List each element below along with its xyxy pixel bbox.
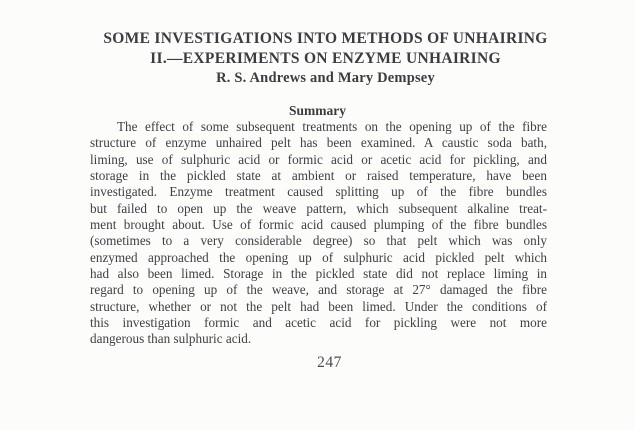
summary-line: regard to opening up of the weave, and storage at 27° damaged the fibre bbox=[90, 282, 547, 298]
summary-line: liming, use of sulphuric acid or formic acid or acetic acid for pickling, and bbox=[90, 151, 547, 167]
summary-paragraph bbox=[90, 119, 547, 348]
summary-line: (sometimes to a very considerable degree) so that pelt which was only bbox=[90, 233, 547, 249]
summary-line: had also been limed. Storage in the pickled state did not replace liming in bbox=[90, 266, 547, 282]
summary-line: but failed to open up the weave pattern, which subsequent alkaline treat- bbox=[90, 200, 547, 216]
summary-line: storage in the pickled state at ambient or raised temperature, have been bbox=[90, 168, 547, 184]
page-number: 247 bbox=[317, 353, 342, 371]
summary-line: enzymed approached the opening up of sulphuric acid pickled pelt which bbox=[90, 249, 547, 265]
summary-line: structure of enzyme unhaired pelt has been examined. A caustic soda bath, bbox=[90, 135, 547, 151]
summary-section bbox=[0, 102, 635, 348]
summary-line: structure, whether or not the pelt had been limed. Under the conditions of bbox=[90, 298, 547, 314]
summary-line: investigated. Enzyme treatment caused splitting up of the fibre bundles bbox=[90, 184, 547, 200]
paper-header bbox=[8, 0, 635, 88]
paper-title-line-1: SOME INVESTIGATIONS INTO METHODS OF UNHAIRING bbox=[103, 30, 548, 47]
summary-line: this investigation formic and acetic acid for pickling were not more bbox=[90, 315, 547, 331]
page-footer bbox=[0, 353, 635, 372]
summary-line: The effect of some subsequent treatments on the opening up of the fibre bbox=[117, 119, 547, 134]
paper-authors: R. S. Andrews and Mary Dempsey bbox=[216, 70, 435, 86]
paper-title-line-2: II.—EXPERIMENTS ON ENZYME UNHAIRING bbox=[150, 50, 501, 67]
summary-line: ment brought about. Use of formic acid caused plumping of the fibre bundles bbox=[90, 217, 547, 233]
summary-heading: Summary bbox=[289, 103, 346, 118]
summary-line: dangerous than sulphuric acid. bbox=[90, 331, 252, 347]
